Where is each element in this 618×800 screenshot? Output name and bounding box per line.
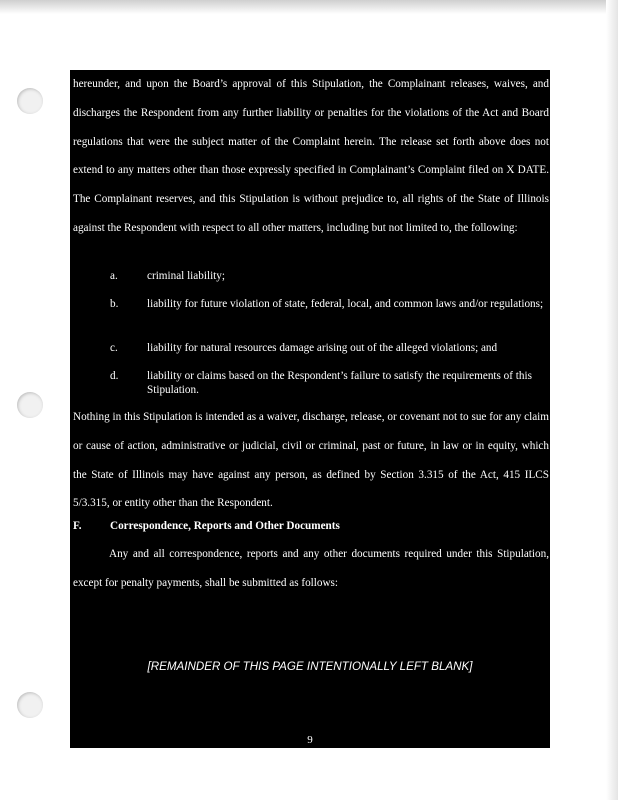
no-waiver-paragraph: Nothing in this Stipulation is intended as a waiver, discharge, release, or covenant not to sue for any claim or cause of action, administrative or judicial, civil or criminal, past or future, in law or in equity, which the State of Illinois may have against any person, as defined by Section 3.315 of the Act, 415 ILCS 5/3.315, or entity other than the Respondent. — [73, 411, 549, 510]
section-title: Correspondence, Reports and Other Documents — [110, 520, 340, 532]
scan-top-shadow — [0, 0, 618, 14]
list-item-text: liability for natural resources damage arising out of the alleged violations; and — [147, 342, 498, 354]
release-paragraph: hereunder, and upon the Board’s approval of this Stipulation, the Complainant releases, waives, and discharges the Respondent from any further liability or penalties for the violations of the Act and Board regulations that were the subject matter of the Complaint herein. The release set forth above does not extend to any matters other than those expressly specified in Complainant’s Complaint filed on X DATE. The Complainant reserves, and this Stipulation is without prejudice to, all rights of the State of Illinois against the Respondent with respect to all other matters, including but not limited to, the following: — [73, 78, 549, 234]
correspondence-paragraph: Any and all correspondence, reports and any other documents required under this Stipulation, except for penalty payments, shall be submitted as follows: — [73, 548, 549, 589]
document-page — [70, 70, 550, 748]
section-letter: F. — [73, 520, 82, 532]
list-item-letter: b. — [110, 298, 119, 310]
list-item-letter: d. — [110, 370, 119, 382]
list-item-letter: c. — [110, 342, 118, 354]
punch-hole — [17, 88, 43, 114]
list-item-text: liability or claims based on the Respondent’s failure to satisfy the requirements of this Stipulation. — [147, 370, 532, 396]
punch-hole — [17, 392, 43, 418]
scan-right-edge — [606, 0, 618, 800]
list-item-text: liability for future violation of state, federal, local, and common laws and/or regulations; — [147, 298, 544, 310]
list-item-text: criminal liability; — [147, 270, 225, 282]
blank-page-notice: [REMAINDER OF THIS PAGE INTENTIONALLY LEFT BLANK] — [147, 660, 473, 673]
punch-hole — [17, 692, 43, 718]
list-item-letter: a. — [110, 270, 118, 282]
page-number: 9 — [307, 734, 313, 746]
